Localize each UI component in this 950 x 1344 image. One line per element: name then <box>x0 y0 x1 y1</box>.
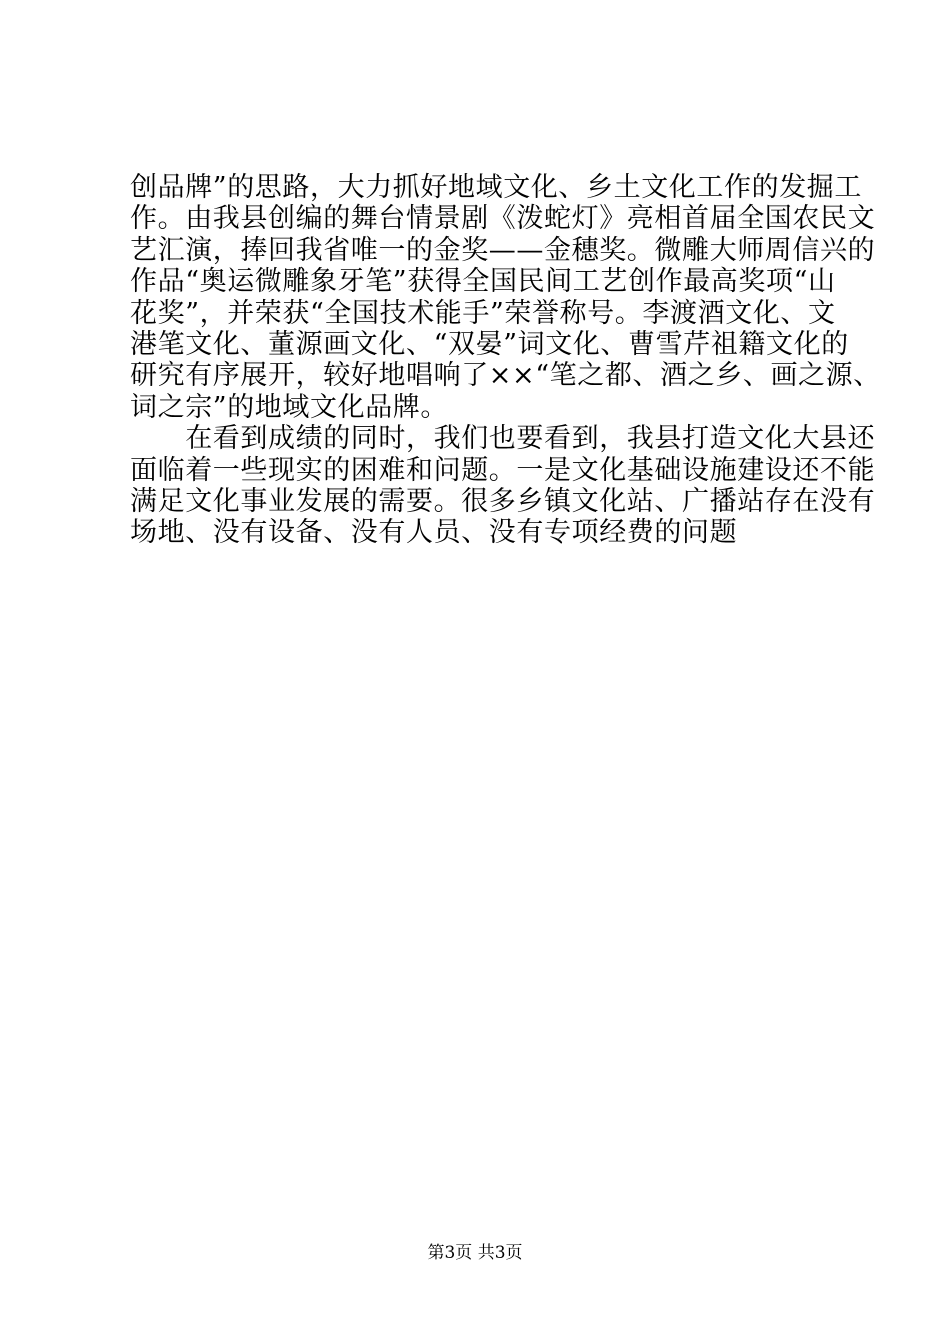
text-line-1: 创品牌”的思路，大力抓好地域文化、乡土文化工作的发掘工 <box>130 172 863 203</box>
page-footer <box>0 1242 950 1264</box>
body-text <box>130 172 881 549</box>
text-line-3: 艺汇演，捧回我省唯一的金奖——金穗奖。微雕大师周信兴的 <box>130 234 876 266</box>
text-line-10: 面临着一些现实的困难和问题。一是文化基础设施建设还不能 <box>130 454 876 486</box>
text-line-4: 作品“奥运微雕象牙笔”获得全国民间工艺创作最高奖项“山 <box>130 266 836 298</box>
text-line-11: 满足文化事业发展的需要。很多乡镇文化站、广播站存在没有 <box>130 485 876 517</box>
page-number: 第3页 共3页 <box>427 1243 523 1263</box>
text-line-9: 在看到成绩的同时，我们也要看到，我县打造文化大县还 <box>130 423 876 455</box>
text-line-6: 港笔文化、董源画文化、“双晏”词文化、曹雪芹祖籍文化的 <box>130 328 849 360</box>
text-line-12: 场地、没有设备、没有人员、没有专项经费的问题 <box>130 517 738 549</box>
text-line-2: 作。由我县创编的舞台情景剧《泼蛇灯》亮相首届全国农民文 <box>130 203 876 235</box>
text-line-8: 词之宗”的地域文化品牌。 <box>130 391 449 423</box>
text-line-5: 花奖”，并荣获“全国技术能手”荣誉称号。李渡酒文化、文 <box>130 297 836 329</box>
text-line-7: 研究有序展开，较好地唱响了××“笔之都、酒之乡、画之源、 <box>130 360 881 392</box>
